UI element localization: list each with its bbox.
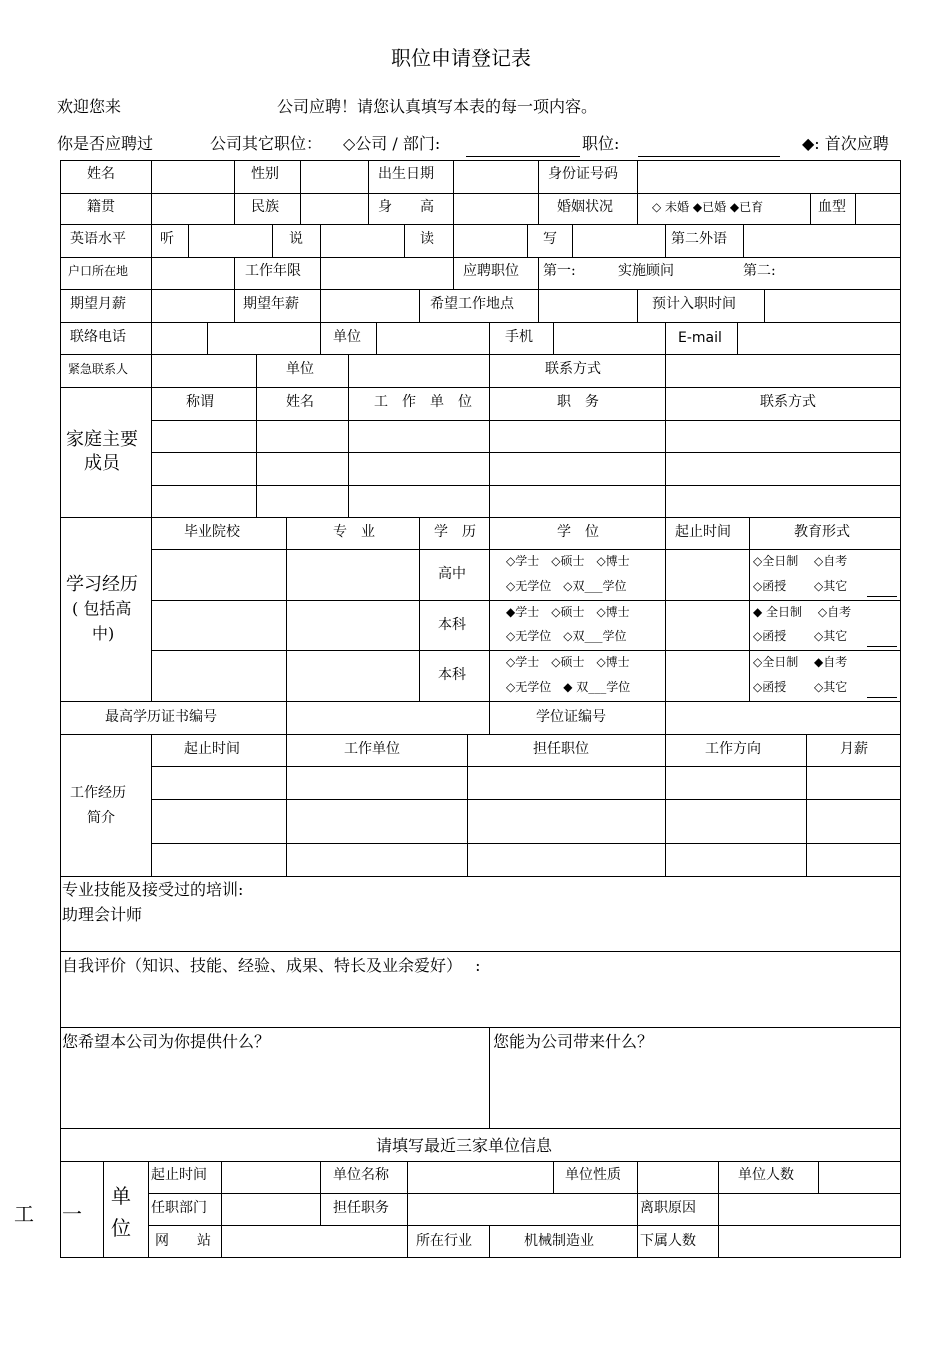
- hukou-label: 户口所在地: [68, 264, 129, 278]
- family-header-job: 职 务: [557, 394, 599, 410]
- skills-label: 专业技能及接受过的培训:: [62, 880, 244, 899]
- recent-duty-label: 担任职务: [333, 1200, 389, 1216]
- english-level-label: 英语水平: [70, 231, 126, 247]
- skills-value[interactable]: 助理会计师: [62, 905, 143, 924]
- side-char-one: 一: [62, 1202, 82, 1226]
- applied-before-label: 你是否应聘过: [57, 134, 154, 153]
- family-header-title: 称谓: [186, 394, 214, 410]
- edu-degree-options[interactable]: ◇无学位 ◆ 双___学位: [506, 680, 631, 694]
- edu-header-degree: 学 位: [557, 524, 599, 540]
- work-header-position: 担任职位: [533, 741, 589, 757]
- edu-form-other-blank[interactable]: [867, 697, 897, 698]
- second-choice-label: 第二:: [743, 263, 776, 279]
- edu-degree-options[interactable]: ◇无学位 ◇双___学位: [506, 629, 627, 643]
- speaking-label: 说: [289, 231, 303, 247]
- work-header-direction: 工作方向: [705, 741, 761, 757]
- welcome-rest-text: 公司应聘！请您认真填写本表的每一项内容。: [277, 97, 598, 116]
- work-header-salary: 月薪: [840, 741, 868, 757]
- recent-period-label: 起止时间: [151, 1167, 207, 1183]
- company-dept-label: ◇公司 / 部门:: [343, 134, 441, 153]
- emergency-unit-label: 单位: [286, 361, 314, 377]
- edu-level: 本科: [438, 617, 466, 633]
- recent-subordinates-label: 下属人数: [640, 1233, 696, 1249]
- writing-label: 写: [543, 231, 557, 247]
- side-char-work: 工: [14, 1202, 34, 1226]
- expected-monthly-label: 期望月薪: [70, 296, 126, 312]
- id-number-label: 身份证号码: [548, 166, 618, 182]
- emergency-contact-method-label: 联系方式: [545, 361, 601, 377]
- edu-form-other-blank[interactable]: [867, 596, 897, 597]
- start-date-label: 预计入职时间: [652, 296, 736, 312]
- edu-level: 本科: [438, 667, 466, 683]
- listening-label: 听: [160, 231, 174, 247]
- degree-cert-label: 学位证编号: [536, 709, 606, 725]
- unit-label-char2: 位: [111, 1216, 131, 1240]
- family-label-line1: 家庭主要: [66, 429, 138, 450]
- edu-header-major: 专 业: [333, 524, 375, 540]
- expectation-label: 您希望本公司为你提供什么？: [62, 1032, 271, 1051]
- education-label-line1: 学习经历: [66, 574, 138, 595]
- apply-position-label: 应聘职位: [463, 263, 519, 279]
- family-label-line2: 成员: [84, 453, 120, 474]
- self-evaluation-label: 自我评价（知识、技能、经验、成果、特长及业余爱好） :: [62, 956, 481, 975]
- unit-label-char1: 单: [111, 1184, 131, 1208]
- recent-industry-value[interactable]: 机械制造业: [524, 1233, 594, 1249]
- recent-unit-size-label: 单位人数: [738, 1167, 794, 1183]
- edu-header-form: 教育形式: [794, 524, 850, 540]
- family-header-name: 姓名: [286, 394, 314, 410]
- recent-companies-title: 请填写最近三家单位信息: [376, 1136, 553, 1155]
- edu-form-options[interactable]: ◇函授 ◇其它: [753, 629, 848, 643]
- work-header-company: 工作单位: [344, 741, 400, 757]
- first-time-label: ◆: 首次应聘: [802, 134, 889, 153]
- highest-cert-label: 最高学历证书编号: [105, 709, 217, 725]
- work-label-line1: 工作经历: [70, 785, 126, 801]
- ethnicity-label: 民族: [251, 199, 279, 215]
- edu-header-period: 起止时间: [675, 524, 731, 540]
- work-label-line2: 简介: [87, 810, 115, 826]
- family-header-contact: 联系方式: [760, 394, 816, 410]
- page-title: 职位申请登记表: [391, 46, 531, 70]
- height-label: 身 高: [378, 199, 434, 215]
- family-header-workplace: 工 作 单 位: [374, 394, 472, 410]
- position-blank[interactable]: [638, 156, 780, 157]
- expected-yearly-label: 期望年薪: [243, 296, 299, 312]
- edu-form-other-blank[interactable]: [867, 646, 897, 647]
- edu-header-school: 毕业院校: [184, 524, 240, 540]
- education-label-line2: ( 包括高: [72, 599, 132, 618]
- blood-type-label: 血型: [818, 199, 846, 215]
- edu-degree-options[interactable]: ◆学士 ◇硕士 ◇博士: [506, 605, 630, 619]
- first-choice-value[interactable]: 实施顾问: [618, 263, 674, 279]
- gender-label: 性别: [251, 166, 279, 182]
- edu-degree-options[interactable]: ◇学士 ◇硕士 ◇博士: [506, 655, 630, 669]
- emergency-contact-label: 紧急联系人: [68, 362, 129, 376]
- work-header-period: 起止时间: [184, 741, 240, 757]
- first-choice-label: 第一:: [543, 263, 576, 279]
- birth-label: 出生日期: [378, 166, 434, 182]
- other-position-label: 公司其它职位：: [210, 134, 323, 153]
- recent-dept-label: 任职部门: [151, 1200, 207, 1216]
- marital-options[interactable]: ◇ 未婚 ◆已婚 ◆已育: [652, 200, 764, 214]
- recent-unit-name-label: 单位名称: [333, 1167, 389, 1183]
- edu-degree-options[interactable]: ◇学士 ◇硕士 ◇博士: [506, 554, 630, 568]
- edu-level: 高中: [438, 566, 466, 582]
- edu-form-options[interactable]: ◇函授 ◇其它: [753, 680, 848, 694]
- work-place-label: 希望工作地点: [430, 296, 514, 312]
- native-place-label: 籍贯: [87, 199, 115, 215]
- unit-label: 单位: [333, 329, 361, 345]
- edu-header-level: 学 历: [434, 524, 476, 540]
- recent-leave-reason-label: 离职原因: [640, 1200, 696, 1216]
- edu-degree-options[interactable]: ◇无学位 ◇双___学位: [506, 579, 627, 593]
- email-label: E-mail: [678, 330, 722, 346]
- recent-website-label: 网 站: [155, 1233, 211, 1249]
- recent-industry-label: 所在行业: [416, 1233, 472, 1249]
- phone-label: 联络电话: [70, 329, 126, 345]
- work-years-label: 工作年限: [245, 263, 301, 279]
- position-label: 职位:: [582, 134, 620, 153]
- mobile-label: 手机: [505, 329, 533, 345]
- recent-unit-type-label: 单位性质: [565, 1167, 621, 1183]
- company-dept-blank[interactable]: [466, 156, 580, 157]
- welcome-text: 欢迎您来: [57, 97, 122, 116]
- edu-form-options[interactable]: ◇全日制 ◆自考: [753, 655, 848, 669]
- education-label-line3: 中): [92, 624, 115, 643]
- reading-label: 读: [420, 231, 434, 247]
- marital-label: 婚姻状况: [557, 199, 613, 215]
- second-language-label: 第二外语: [671, 231, 727, 247]
- edu-form-options[interactable]: ◇函授 ◇其它: [753, 579, 848, 593]
- name-label: 姓名: [87, 166, 115, 182]
- edu-form-options[interactable]: ◆ 全日制 ◇自考: [753, 605, 852, 619]
- edu-form-options[interactable]: ◇全日制 ◇自考: [753, 554, 848, 568]
- contribution-label: 您能为公司带来什么？: [493, 1032, 654, 1051]
